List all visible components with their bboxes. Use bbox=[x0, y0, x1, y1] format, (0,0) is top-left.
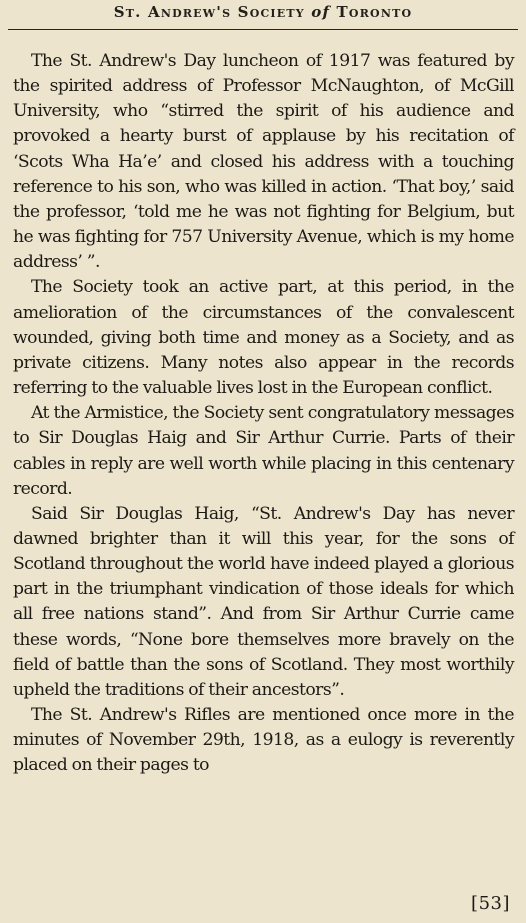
page-number: [53] bbox=[471, 893, 510, 914]
running-head-of: of bbox=[311, 3, 331, 21]
paragraph-haig-currie: Said Sir Douglas Haig, “St. Andrew's Day has never dawned brighter than it will this year, for the sons of Scotland throughout the world have indeed played a glorious part in the triumphant vindication of those ideals for which all free nations stand”. And from Sir Arthur Currie came these words, “None bore themselves more bravely on the field of battle than the sons of Scotland. They most worthily upheld the traditions of their ancestors”. bbox=[13, 503, 514, 700]
running-head-society: St. Andrew's Society bbox=[113, 3, 305, 21]
running-head bbox=[0, 3, 526, 21]
paragraph-rifles: The St. Andrew's Rifles are mentioned once more in the minutes of November 29th, 1918, as a eulogy is reverently placed on their pages to bbox=[13, 705, 514, 776]
body-text bbox=[13, 49, 514, 779]
paragraph-armistice: At the Armistice, the Society sent congratulatory messages to Sir Douglas Haig and Sir Arthur Currie. Parts of their cables in reply are well worth while placing in this centenary record. bbox=[13, 403, 514, 499]
paragraph-wounded: The Society took an active part, at this period, in the amelioration of the circumstances of the convalescent wounded, giving both time and money as a Society, and as private citizens. Many notes also appear in the records referring to the valuable lives lost in the European conflict. bbox=[13, 277, 514, 399]
header-rule bbox=[8, 29, 518, 30]
paragraph-luncheon: The St. Andrew's Day luncheon of 1917 was featured by the spirited address of Professor McNaughton, of McGill University, who “stirred the spirit of his audience and provoked a hearty burst of applause by his recitation of ‘Scots Wha Ha’e’ and closed his address with a touching reference to his son, who was killed in action. ‘That boy,’ said the professor, ‘told me he was not fighting for Belgium, but he was fighting for 757 University Avenue, which is my home address’ ”. bbox=[13, 51, 514, 273]
running-head-city: Toronto bbox=[336, 3, 413, 21]
